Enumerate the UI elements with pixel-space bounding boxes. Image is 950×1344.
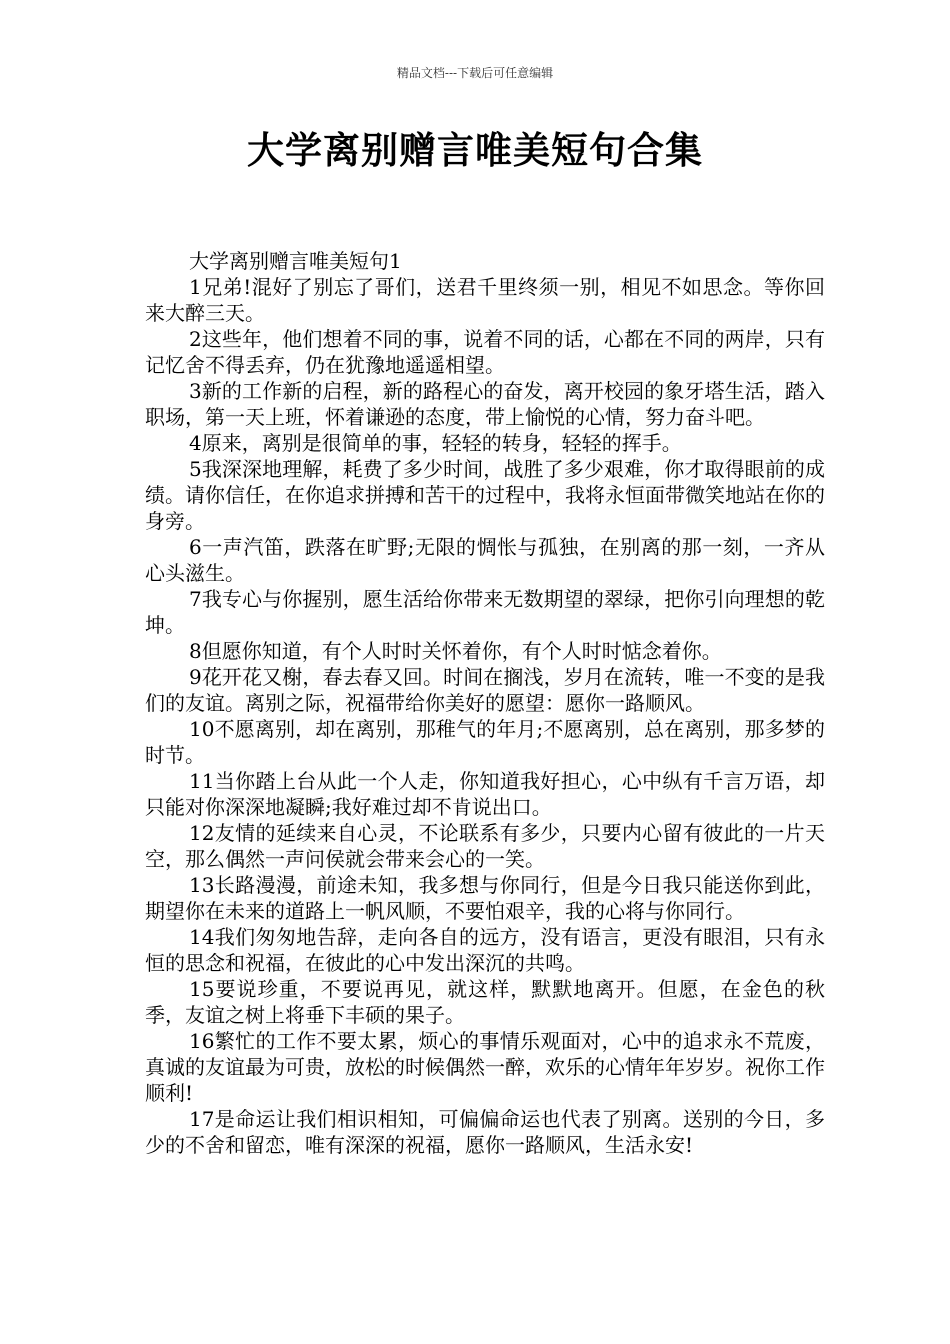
paragraph-2: 2这些年，他们想着不同的事，说着不同的话，心都在不同的两岸，只有记忆舍不得丢弃，仍在犹豫地遥遥相望。 <box>145 327 825 377</box>
paragraph-6: 6一声汽笛，跌落在旷野;无限的惆怅与孤独，在别离的那一刻，一齐从心头滋生。 <box>145 535 825 585</box>
paragraph-8: 8但愿你知道，有个人时时关怀着你，有个人时时惦念着你。 <box>189 639 722 663</box>
paragraph-3: 3新的工作新的启程，新的路程心的奋发，离开校园的象牙塔生活，踏入职场，第一天上班，怀着谦逊的态度，带上愉悦的心情，努力奋斗吧。 <box>145 379 825 429</box>
paragraph-13: 13长路漫漫，前途未知，我多想与你同行，但是今日我只能送你到此，期望你在未来的道路上一帆风顺，不要怕艰辛，我的心将与你同行。 <box>145 873 825 923</box>
paragraph-4: 4原来，离别是很简单的事，轻轻的转身，轻轻的挥手。 <box>189 431 682 455</box>
paragraph-17: 17是命运让我们相识相知，可偏偏命运也代表了别离。送别的今日，多少的不舍和留恋，唯有深深的祝福，愿你一路顺风，生活永安! <box>145 1107 825 1157</box>
paragraph-5: 5我深深地理解，耗费了多少时间，战胜了多少艰难，你才取得眼前的成绩。请你信任，在你追求拼搏和苦干的过程中，我将永恒面带微笑地站在你的身旁。 <box>145 457 825 533</box>
paragraph-14: 14我们匆匆地告辞，走向各自的远方，没有语言，更没有眼泪，只有永恒的思念和祝福，在彼此的心中发出深沉的共鸣。 <box>145 925 825 975</box>
document-title: 大学离别赠言唯美短句合集 <box>247 129 703 172</box>
paragraph-16: 16繁忙的工作不要太累，烦心的事情乐观面对，心中的追求永不荒废，真诚的友谊最为可贵，放松的时候偶然一醉，欢乐的心情年年岁岁。祝你工作顺利! <box>145 1029 825 1105</box>
page-header: 精品文档---下载后可任意编辑 <box>396 66 554 80</box>
paragraph-12: 12友情的延续来自心灵，不论联系有多少，只要内心留有彼此的一片天空，那么偶然一声问侯就会带来会心的一笑。 <box>145 821 825 871</box>
paragraph-9: 9花开花又榭，春去春又回。时间在搁浅，岁月在流转，唯一不变的是我们的友谊。离别之际，祝福带给你美好的愿望：愿你一路顺风。 <box>145 665 825 715</box>
paragraph-10: 10不愿离别，却在离别，那稚气的年月;不愿离别，总在离别，那多梦的时节。 <box>145 717 825 767</box>
paragraph-11: 11当你踏上台从此一个人走，你知道我好担心，心中纵有千言万语，却只能对你深深地凝瞬;我好难过却不肯说出口。 <box>145 769 825 819</box>
paragraph-15: 15要说珍重，不要说再见，就这样，默默地离开。但愿，在金色的秋季，友谊之树上将垂下丰硕的果子。 <box>145 977 825 1027</box>
section-heading: 大学离别赠言唯美短句1 <box>189 249 402 273</box>
paragraph-1: 1兄弟!混好了别忘了哥们，送君千里终须一别，相见不如思念。等你回来大醉三天。 <box>145 275 825 325</box>
document-body <box>145 248 825 1158</box>
paragraph-7: 7我专心与你握别，愿生活给你带来无数期望的翠绿，把你引向理想的乾坤。 <box>145 587 825 637</box>
